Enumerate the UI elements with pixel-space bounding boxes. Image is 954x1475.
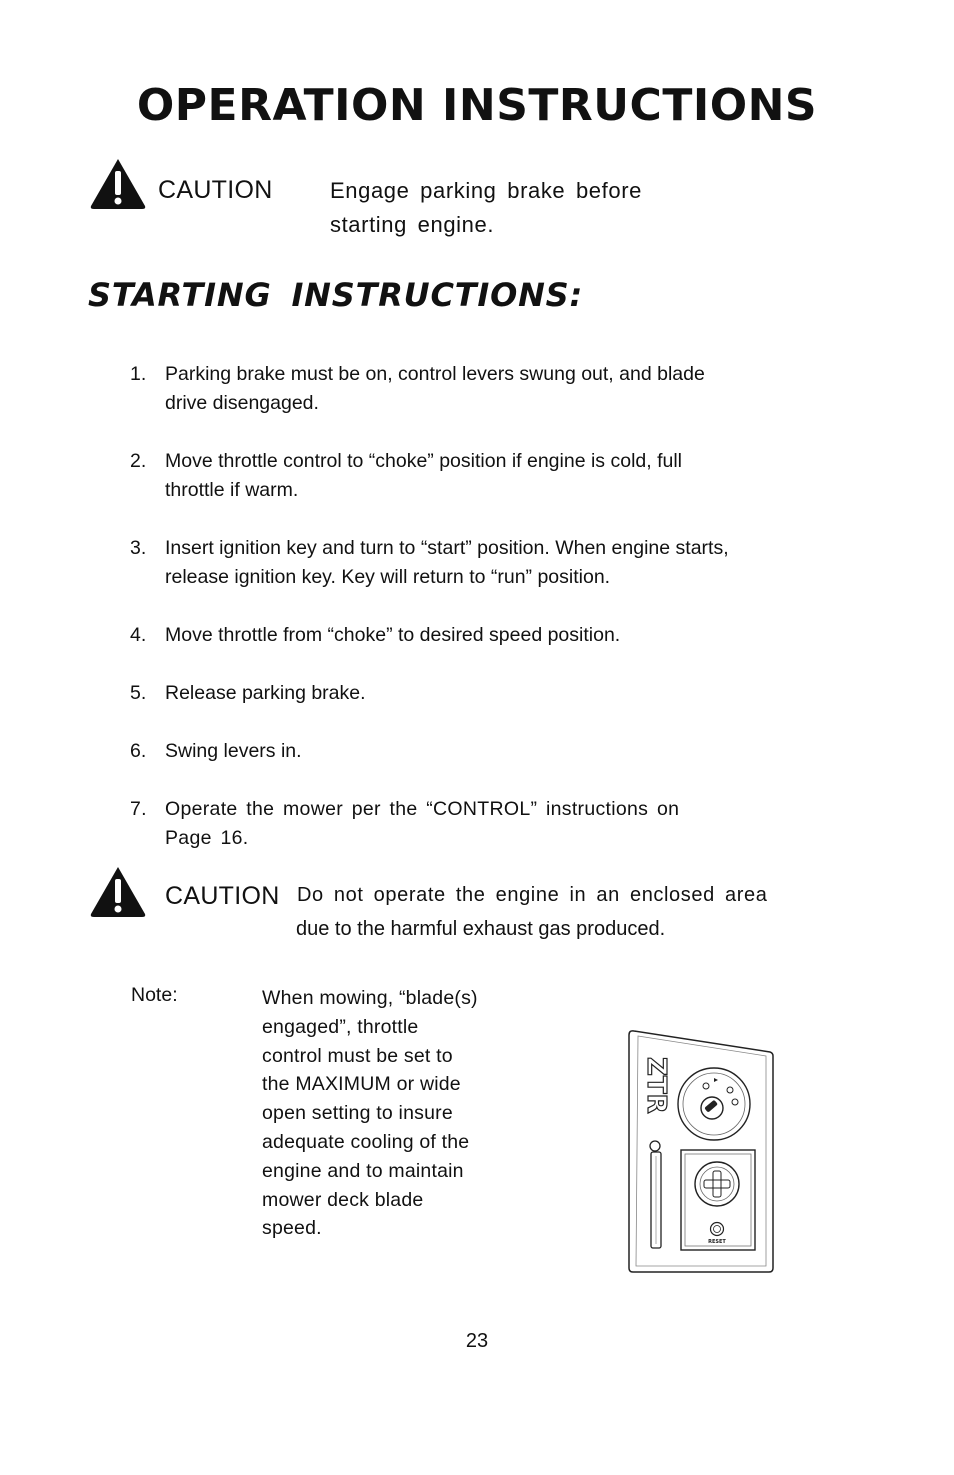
note-line: control must be set to	[262, 1044, 453, 1067]
caution-message-line: due to the harmful exhaust gas produced.	[296, 918, 666, 940]
note-line: speed.	[262, 1217, 322, 1240]
step-number: 1.	[130, 363, 147, 385]
step-number: 7.	[130, 798, 147, 820]
warning-icon	[89, 157, 147, 211]
list-item	[130, 360, 850, 418]
step-number: 6.	[130, 740, 147, 762]
step-text: Parking brake must be on, control levers swung out, and blade	[165, 363, 705, 385]
step-number: 2.	[130, 450, 147, 472]
step-text: Release parking brake.	[165, 682, 366, 704]
section-heading: STARTING INSTRUCTIONS:	[88, 276, 584, 314]
starting-steps-list	[130, 360, 850, 882]
step-text: Swing levers in.	[165, 740, 302, 762]
step-text: Operate the mower per the “CONTROL” instructions on	[165, 798, 680, 820]
caution-label: CAUTION	[165, 882, 280, 910]
step-text: drive disengaged.	[165, 392, 319, 414]
control-panel-illustration	[626, 1028, 776, 1276]
caution-message-line: starting engine.	[330, 212, 495, 237]
note-text	[262, 984, 524, 1243]
step-text: throttle if warm.	[165, 479, 299, 501]
caution-message	[330, 174, 642, 242]
note-line: When mowing, “blade(s)	[262, 987, 478, 1009]
reset-label: RESET	[708, 1239, 726, 1245]
list-item	[130, 621, 850, 650]
warning-icon	[89, 865, 147, 919]
caution-label: CAUTION	[158, 176, 273, 204]
caution-message-line: Engage parking brake before	[330, 178, 642, 203]
note-label: Note:	[131, 984, 178, 1006]
note-line: open setting to insure	[262, 1102, 453, 1125]
note-line: the MAXIMUM or wide	[262, 1073, 461, 1096]
step-text: release ignition key. Key will return to “run” position.	[165, 566, 611, 588]
step-text: Move throttle control to “choke” position if engine is cold, full	[165, 450, 683, 472]
step-text: Move throttle from “choke” to desired speed position.	[165, 624, 621, 646]
note-line: mower deck blade	[262, 1188, 424, 1211]
page-title: OPERATION INSTRUCTIONS	[136, 80, 818, 131]
caution-message-line: Do not operate the engine in an enclosed area	[297, 884, 768, 906]
page-number: 23	[465, 1330, 489, 1352]
note-line: engaged”, throttle	[262, 1015, 419, 1038]
brand-logo: ZTR	[641, 1057, 671, 1114]
note-line: adequate cooling of the	[262, 1130, 470, 1153]
list-item	[130, 447, 850, 505]
list-item	[130, 737, 850, 766]
list-item	[130, 795, 850, 853]
list-item	[130, 679, 850, 708]
step-text: Insert ignition key and turn to “start” position. When engine starts,	[165, 537, 729, 559]
step-number: 4.	[130, 624, 147, 646]
note-line: engine and to maintain	[262, 1159, 464, 1182]
list-item	[130, 534, 850, 592]
step-number: 3.	[130, 537, 147, 559]
step-text: Page 16.	[165, 827, 249, 849]
step-number: 5.	[130, 682, 147, 704]
